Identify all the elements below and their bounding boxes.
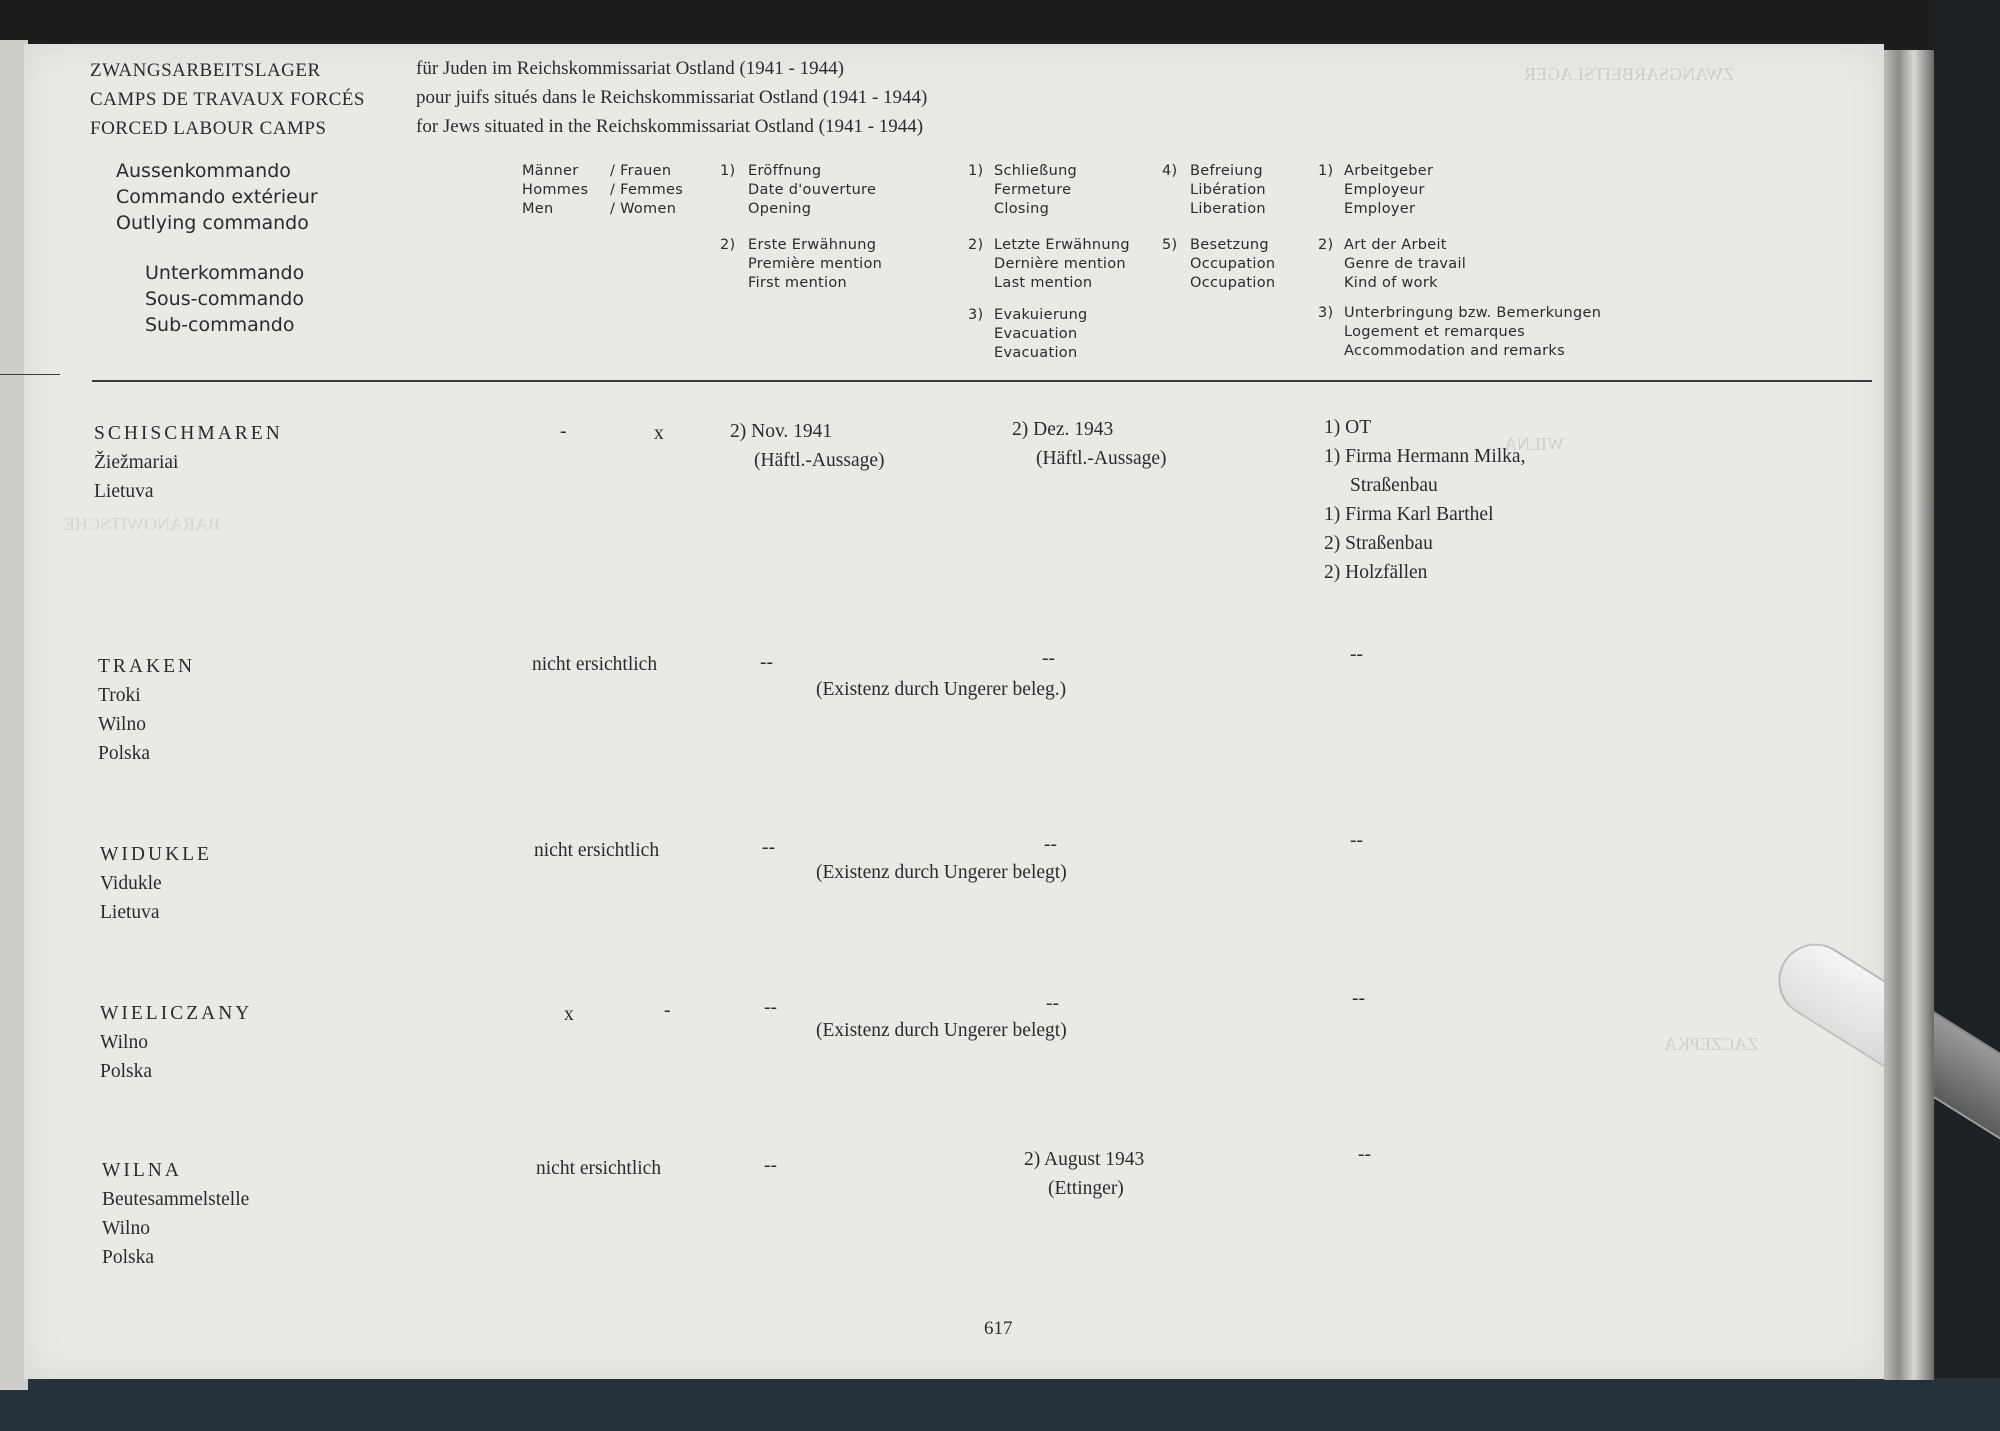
camp-place: Wilno bbox=[102, 1218, 150, 1239]
legend-line: Men bbox=[522, 201, 554, 217]
entry-wieliczany-note: (Existenz durch Ungerer belegt) bbox=[816, 1020, 1067, 1041]
entry-widukle-location bbox=[100, 840, 212, 927]
camp-place: Troki bbox=[98, 685, 141, 706]
entry-widukle-men-women: nicht ersichtlich bbox=[534, 840, 660, 861]
legend-liberation-num: 4) bbox=[1162, 163, 1178, 179]
cell-line: Straßenbau bbox=[1350, 475, 1438, 496]
legend-closing-num: 1) bbox=[968, 163, 984, 179]
title-right-line: für Juden im Reichskommissariat Ostland (1941 - 1944) bbox=[416, 58, 844, 79]
legend-line: Arbeitgeber bbox=[1344, 163, 1434, 179]
entry-traken-note: (Existenz durch Ungerer beleg.) bbox=[816, 679, 1067, 700]
title-right-line: pour juifs situés dans le Reichskommissariat Ostland (1941 - 1944) bbox=[416, 87, 928, 108]
legend-line: Befreiung bbox=[1190, 163, 1263, 179]
legend-occupation-num: 5) bbox=[1162, 237, 1178, 253]
entry-schischmaren-remarks bbox=[1324, 413, 1525, 587]
legend-closing bbox=[994, 162, 1077, 219]
cell-line: 1) Firma Hermann Milka, bbox=[1324, 446, 1526, 467]
legend-line: Date d'ouverture bbox=[748, 182, 877, 198]
background-bottom bbox=[0, 1378, 2000, 1431]
legend-line: Closing bbox=[994, 201, 1050, 217]
legend-line: Hommes bbox=[522, 182, 589, 198]
camp-place: Polska bbox=[100, 1061, 153, 1082]
title-block-right bbox=[416, 54, 927, 141]
legend-line: First mention bbox=[748, 275, 848, 291]
legend-line: Employer bbox=[1344, 201, 1416, 217]
legend-line: / Women bbox=[610, 201, 677, 217]
page-stack-edge bbox=[1884, 50, 1934, 1380]
entry-traken-opening: -- bbox=[760, 652, 773, 673]
legend-line: Accommodation and remarks bbox=[1344, 343, 1565, 359]
page-number: 617 bbox=[984, 1318, 1013, 1339]
cell-line: 2) August 1943 bbox=[1024, 1149, 1145, 1170]
legend-outlying-commando bbox=[116, 158, 318, 236]
legend-liberation bbox=[1190, 162, 1266, 219]
legend-line: Genre de travail bbox=[1344, 256, 1467, 272]
legend-line: Last mention bbox=[994, 275, 1093, 291]
entry-wieliczany-men: x bbox=[564, 1004, 574, 1025]
legend-line: Eröffnung bbox=[748, 163, 822, 179]
legend-last-mention bbox=[994, 236, 1130, 293]
legend-line: Letzte Erwähnung bbox=[994, 237, 1130, 253]
legend-employer bbox=[1344, 162, 1433, 219]
camp-place: Wilno bbox=[98, 714, 146, 735]
legend-occupation bbox=[1190, 236, 1275, 293]
camp-place: Lietuva bbox=[100, 902, 160, 923]
entry-wieliczany-closing: -- bbox=[1046, 993, 1059, 1014]
camp-name: SCHISCHMAREN bbox=[94, 423, 283, 444]
legend-accommodation bbox=[1344, 304, 1601, 361]
entry-wilna-opening: -- bbox=[764, 1155, 777, 1176]
cell-line: 2) Holzfällen bbox=[1324, 562, 1428, 583]
entry-schischmaren-location bbox=[94, 419, 283, 506]
camp-place: Žiežmariai bbox=[94, 452, 179, 473]
cell-line: 2) Dez. 1943 bbox=[1012, 419, 1114, 440]
header-divider-left bbox=[0, 374, 60, 375]
entry-wilna-closing bbox=[1024, 1145, 1144, 1203]
legend-line: Evacuation bbox=[994, 326, 1078, 342]
cell-line: 1) OT bbox=[1324, 417, 1372, 438]
legend-line: Unterbringung bzw. Bemerkungen bbox=[1344, 305, 1602, 321]
legend-line: Première mention bbox=[748, 256, 883, 272]
entry-wilna-men-women: nicht ersichtlich bbox=[536, 1158, 662, 1179]
entry-schischmaren-men: - bbox=[560, 421, 567, 442]
bleed-through-decoration: ZWANGSARBEITSLAGER bbox=[1524, 64, 1734, 84]
entry-schischmaren-opening bbox=[730, 417, 885, 475]
cell-line: 1) Firma Karl Barthel bbox=[1324, 504, 1494, 525]
camp-place: Beutesammelstelle bbox=[102, 1189, 250, 1210]
entry-widukle-remarks: -- bbox=[1350, 830, 1363, 851]
legend-line: Dernière mention bbox=[994, 256, 1126, 272]
entry-traken-location bbox=[98, 652, 195, 768]
legend-line: Männer bbox=[522, 163, 579, 179]
entry-wieliczany-location bbox=[100, 999, 252, 1086]
legend-opening bbox=[748, 162, 876, 219]
camp-place: Wilno bbox=[100, 1032, 148, 1053]
title-left-line: FORCED LABOUR CAMPS bbox=[90, 118, 327, 139]
title-right-line: for Jews situated in the Reichskommissariat Ostland (1941 - 1944) bbox=[416, 116, 924, 137]
entry-wieliczany-opening: -- bbox=[764, 997, 777, 1018]
camp-name: WIELICZANY bbox=[100, 1003, 253, 1024]
entry-widukle-note: (Existenz durch Ungerer belegt) bbox=[816, 862, 1067, 883]
legend-line: Outlying commando bbox=[116, 212, 309, 234]
camp-name: WIDUKLE bbox=[100, 844, 212, 865]
legend-line: Sous-commando bbox=[145, 288, 304, 310]
background-right bbox=[1935, 0, 2000, 1431]
legend-line: Commando extérieur bbox=[116, 186, 318, 208]
entry-wilna-remarks: -- bbox=[1358, 1144, 1371, 1165]
legend-opening-num: 1) bbox=[720, 163, 736, 179]
legend-line: Besetzung bbox=[1190, 237, 1269, 253]
camp-place: Vidukle bbox=[100, 873, 162, 894]
entry-wilna-location bbox=[102, 1156, 249, 1272]
bleed-through-decoration: WILNA bbox=[1504, 434, 1564, 454]
legend-men bbox=[522, 162, 588, 219]
book-page bbox=[24, 44, 1884, 1379]
cell-line: (Häftl.-Aussage) bbox=[754, 450, 885, 471]
legend-line: Aussenkommando bbox=[116, 160, 291, 182]
legend-line: Employeur bbox=[1344, 182, 1425, 198]
legend-last-mention-num: 2) bbox=[968, 237, 984, 253]
legend-kind-of-work-num: 2) bbox=[1318, 237, 1334, 253]
camp-place: Polska bbox=[98, 743, 151, 764]
legend-line: / Femmes bbox=[610, 182, 684, 198]
entry-traken-closing: -- bbox=[1042, 648, 1055, 669]
legend-line: Evakuierung bbox=[994, 307, 1088, 323]
camp-place: Polska bbox=[102, 1247, 155, 1268]
legend-line: Art der Arbeit bbox=[1344, 237, 1447, 253]
legend-evacuation bbox=[994, 306, 1088, 363]
legend-line: Liberation bbox=[1190, 201, 1266, 217]
legend-line: Sub-commando bbox=[145, 314, 295, 336]
legend-line: Unterkommando bbox=[145, 262, 305, 284]
bleed-through-decoration: ZACZEPKA bbox=[1664, 1034, 1758, 1054]
legend-line: Fermeture bbox=[994, 182, 1072, 198]
camp-name: TRAKEN bbox=[98, 656, 196, 677]
legend-line: / Frauen bbox=[610, 163, 672, 179]
header-divider bbox=[92, 380, 1872, 382]
entry-widukle-closing: -- bbox=[1044, 834, 1057, 855]
legend-line: Erste Erwähnung bbox=[748, 237, 877, 253]
legend-line: Evacuation bbox=[994, 345, 1078, 361]
title-left-line: CAMPS DE TRAVAUX FORCÉS bbox=[90, 89, 365, 110]
title-left-line: ZWANGSARBEITSLAGER bbox=[90, 60, 321, 81]
legend-first-mention-num: 2) bbox=[720, 237, 736, 253]
legend-employer-num: 1) bbox=[1318, 163, 1334, 179]
legend-line: Schließung bbox=[994, 163, 1078, 179]
cell-line: (Häftl.-Aussage) bbox=[1036, 448, 1167, 469]
bleed-through-decoration: BARANOWITSCHE bbox=[64, 514, 220, 534]
legend-kind-of-work bbox=[1344, 236, 1466, 293]
legend-line: Opening bbox=[748, 201, 812, 217]
entry-widukle-opening: -- bbox=[762, 837, 775, 858]
legend-line: Occupation bbox=[1190, 256, 1276, 272]
entry-traken-remarks: -- bbox=[1350, 644, 1363, 665]
legend-evacuation-num: 3) bbox=[968, 307, 984, 323]
camp-place: Lietuva bbox=[94, 481, 154, 502]
cell-line: (Ettinger) bbox=[1048, 1178, 1124, 1199]
legend-women bbox=[610, 162, 683, 219]
cell-line: 2) Nov. 1941 bbox=[730, 421, 833, 442]
entry-traken-men-women: nicht ersichtlich bbox=[532, 654, 658, 675]
entry-schischmaren-women: x bbox=[654, 423, 664, 444]
cell-line: 2) Straßenbau bbox=[1324, 533, 1433, 554]
legend-line: Logement et remarques bbox=[1344, 324, 1526, 340]
legend-accommodation-num: 3) bbox=[1318, 305, 1334, 321]
legend-line: Kind of work bbox=[1344, 275, 1438, 291]
entry-wieliczany-women: - bbox=[664, 1000, 671, 1021]
legend-sub-commando bbox=[145, 260, 304, 338]
entry-schischmaren-closing bbox=[1012, 415, 1167, 473]
legend-line: Libération bbox=[1190, 182, 1266, 198]
title-block-left bbox=[90, 56, 365, 143]
entry-wieliczany-remarks: -- bbox=[1352, 988, 1365, 1009]
legend-first-mention bbox=[748, 236, 882, 293]
camp-name: WILNA bbox=[102, 1160, 182, 1181]
legend-line: Occupation bbox=[1190, 275, 1276, 291]
